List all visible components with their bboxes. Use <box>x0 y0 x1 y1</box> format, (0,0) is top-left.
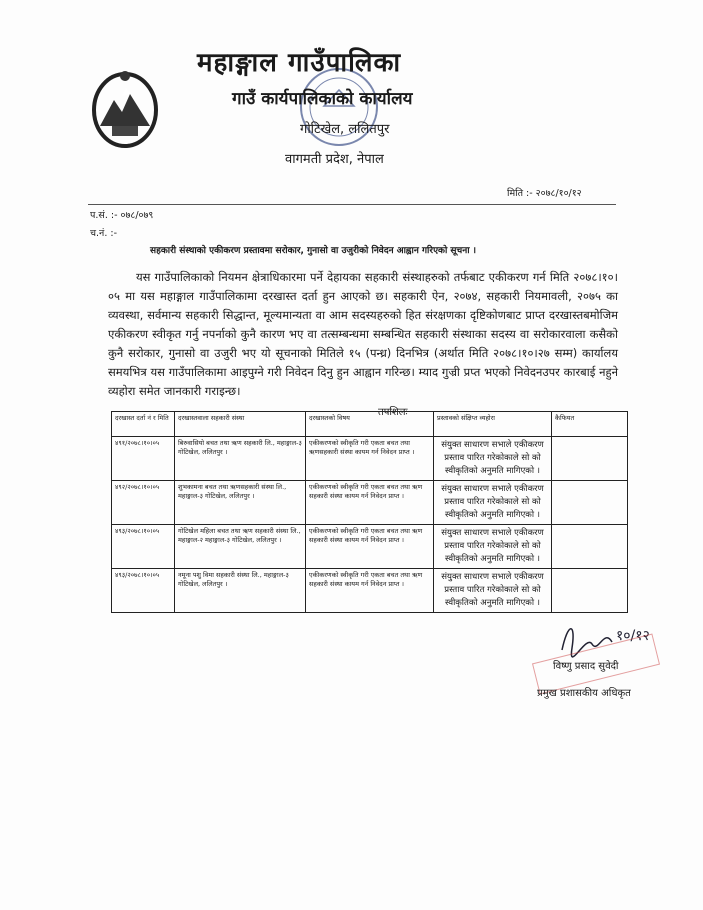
cell-applicant: नमूना पशु विमा सहकारी संस्था लि., महाङ्गाल-३ गोटिखेल, ललितपुर । <box>175 569 306 613</box>
table-row <box>112 437 628 481</box>
office-address-line2: वागमती प्रदेश, नेपाल <box>285 152 384 167</box>
cell-applicant: बिरुवासियो बचत तथा ऋण सहकारी लि., महाङ्गाल-३ गोटिखेल, ललितपुर । <box>175 437 306 481</box>
cell-remark <box>552 569 628 613</box>
table-row <box>112 525 628 569</box>
col-header-proposal: प्रस्तावको संक्षिप्त व्यहोरा <box>434 412 552 437</box>
signature-date: १०/१२ <box>616 628 650 644</box>
col-header-subject: दरखास्तको विषय <box>306 412 434 437</box>
col-header-remark: कैफियत <box>552 412 628 437</box>
cell-subject: एकीकरणको स्वीकृति गरी एकता बचत तथा ऋण सहकारी संस्था कायम गर्न निवेदन प्राप्त । <box>306 525 434 569</box>
notice-subject: सहकारी संस्थाको एकीकरण प्रस्तावमा सरोकार, गुनासो वा उजुरीको निवेदन आह्वान गरिएको सूचना । <box>150 246 477 256</box>
details-table <box>111 411 628 613</box>
cell-proposal: संयुक्त साधारण सभाले एकीकरण प्रस्ताव पारित गरेकोकाले सो को स्वीकृतिको अनुमति मागिएको । <box>434 437 552 481</box>
cell-remark <box>552 481 628 525</box>
table-row <box>112 481 628 525</box>
nepal-emblem-icon <box>92 66 158 148</box>
letter-date: मिति :- २०७८/१०/१२ <box>507 188 582 199</box>
table-row <box>112 569 628 613</box>
office-address-line1: गोटिखेल, ललितपुर <box>300 122 390 137</box>
table-caption: तपशिलः <box>378 407 408 418</box>
cell-proposal: संयुक्त साधारण सभाले एकीकरण प्रस्ताव पारित गरेकोकाले सो को स्वीकृतिको अनुमति मागिएको । <box>434 525 552 569</box>
cell-proposal: संयुक्त साधारण सभाले एकीकरण प्रस्ताव पारित गरेकोकाले सो को स्वीकृतिको अनुमति मागिएको । <box>434 481 552 525</box>
cell-registration: ४९३/२०७८।१०।०५ <box>112 525 175 569</box>
col-header-applicant: दरखास्तवाला सहकारी संस्था <box>175 412 306 437</box>
cell-applicant: शुभकामना बचत तथा ऋणसहकारी संस्था लि., महाङ्गाल-३ गोटिखेल, ललितपुर । <box>175 481 306 525</box>
header-divider <box>88 204 616 205</box>
signatory-title: प्रमुख प्रशासकीय अधिकृत <box>537 688 631 699</box>
notice-body: यस गाउँपालिकाको नियमन क्षेत्राधिकारमा पर्ने देहायका सहकारी संस्थाहरुको तर्फबाट एकीकरण गर्न मिति २०७८।१०।०५ मा यस महाङ्गाल गाउँपालिकामा दरखास्त दर्ता हुन आएको छ। सहकारी ऐन, २०७४, सहकारी नियमावली, २०७५ का व्यवस्था, सर्वमान्य सहकारी सिद्धान्त, मूल्यमान्यता वा आम सदस्यहरुको हित संरक्षणका दृष्टिकोणबाट प्राप्त दरखास्तबमोजिम एकीकरण स्वीकृत गर्नु नपर्नाको कुनै कारण भए वा तत्सम्बन्धमा सम्बन्धित सहकारी संस्थाका सदस्य वा सरोकारवाला कसैको कुनै सरोकार, गुनासो वा उजुरी भए यो सूचनाको मितिले १५ (पन्ध्र) दिनभित्र (अर्थात मिति २०७८।१०।२७ सम्म) कार्यालय समयभित्र यस गाउँपालिकामा आइपुग्ने गरी निवेदन दिनु हुन आह्वान गरिन्छ। म्याद गुज्री प्रप्त भएको निवेदनउपर कारबाई नहुने व्यहोरा समेत जानकारी गराइन्छ। <box>108 270 618 398</box>
dispatch-number: च.नं. :- <box>90 228 117 239</box>
cell-remark <box>552 437 628 481</box>
table-header-row <box>112 412 628 437</box>
office-subtitle: गाउँ कार्यपालिकाको कार्यालय <box>232 89 413 109</box>
signatory-name: विष्णु प्रसाद सुवेदी <box>553 661 619 672</box>
cell-applicant: गोटिखेल महिला बचत तथा ऋण सहकारी संस्था लि., महाङ्गाल-२ महाङ्गाल-३ गोटिखेल, ललितपुर । <box>175 525 306 569</box>
col-header-registration: दरखास्त दर्ता नं र मिति <box>112 412 175 437</box>
cell-registration: ४९२/२०७८।१०।०५ <box>112 481 175 525</box>
cell-subject: एकीकरणको स्वीकृति गरी एकता बचत तथा ऋण सहकारी संस्था कायम गर्न निवेदन प्राप्त । <box>306 481 434 525</box>
cell-remark <box>552 525 628 569</box>
letter-number: प.सं. :- ०७८/०७९ <box>90 210 154 221</box>
cell-subject: एकीकरणको स्वीकृति गरी एकता बचत तथा ऋण सहकारी संस्था कायम गर्न निवेदन प्राप्त । <box>306 569 434 613</box>
cell-proposal: संयुक्त साधारण सभाले एकीकरण प्रस्ताव पारित गरेकोकाले सो को स्वीकृतिको अनुमति मागिएको । <box>434 569 552 613</box>
cell-subject: एकीकरणको स्वीकृति गरी एकता बचत तथा ऋणसहकारी संस्था कायम गर्न निवेदन प्राप्त । <box>306 437 434 481</box>
office-title: महाङ्गाल गाउँपालिका <box>197 48 402 78</box>
cell-registration: ४९३/२०७८।१०।०५ <box>112 569 175 613</box>
cell-registration: ४९१/२०७८।१०।०५ <box>112 437 175 481</box>
